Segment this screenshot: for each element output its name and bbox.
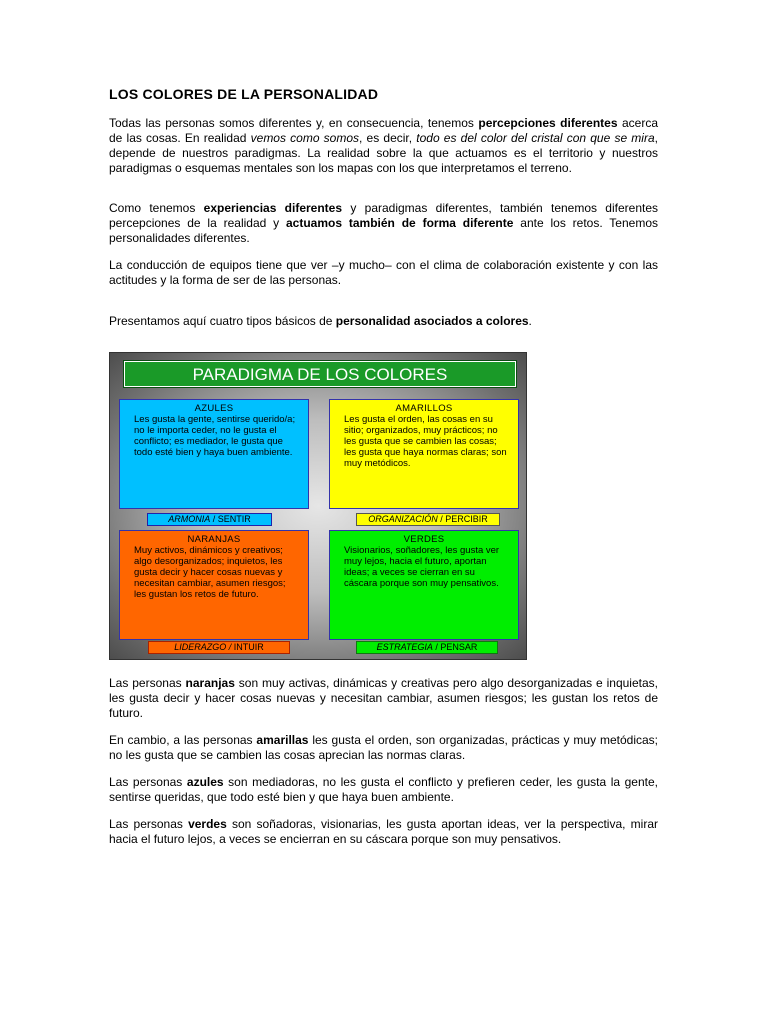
box-amarillos-text: Les gusta el orden, las cosas en su sitio; organizados, muy prácticos; no les gusta que se cambien las cosas; les gusta que haya normas claras; son muy metódicos.	[344, 414, 507, 469]
paragraph-amarillas: En cambio, a las personas amarillas les gusta el orden, son organizadas, prácticas y muy metódicas; no les gusta que se cambien las cosas aprecian las normas claras.	[109, 733, 658, 762]
paragraph-azules: Las personas azules son mediadoras, no les gusta el conflicto y prefieren ceder, les gusta la gente, sentirse queridas, que todo esté bien y que haya buen ambiente.	[109, 775, 658, 804]
diagram-title: PARADIGMA DE LOS COLORES	[124, 361, 516, 387]
paragraph-experiences: Como tenemos experiencias diferentes y paradigmas diferentes, también tenemos diferentes percepciones de la realidad y actuamos también de forma diferente ante los retos. Tenemos personalidades diferentes.	[109, 201, 659, 245]
box-azules	[119, 399, 309, 509]
paragraph-intro: Todas las personas somos diferentes y, en consecuencia, tenemos percepciones diferentes acerca de las cosas. En realidad vemos como somos, es decir, todo es del color del cristal con que se mira, depende de nuestros paradigmas. La realidad sobre la que actuamos es el territorio y nuestros paradigmas o esquemas mentales son los mapas con los que interpretamos el terreno.	[109, 116, 658, 175]
box-azules-heading: AZULES	[194, 403, 234, 414]
tag-liderazgo: LIDERAZGO / INTUIR	[148, 641, 290, 654]
box-naranjas-text: Muy activos, dinámicos y creativos; algo desorganizados; inquietos, les gusta decir y hacer cosas nuevas y necesitan cambiar, asumen riesgos; les gustan los retos de futuro.	[134, 545, 286, 600]
box-azules-text: Les gusta la gente, sentirse querido/a; no le importa ceder, no le gusta el conflicto; es mediador, le gusta que todo esté bien y haya buen ambiente.	[134, 414, 296, 458]
box-naranjas-heading: NARANJAS	[187, 534, 241, 545]
color-paradigm-diagram	[109, 352, 527, 660]
paragraph-naranjas: Las personas naranjas son muy activas, dinámicas y creativas pero algo desorganizadas e inquietas, les gusta decir y hacer cosas nuevas y necesitan cambiar, asumen riesgos; les gustan los retos de futuro.	[109, 676, 658, 720]
page-title: LOS COLORES DE LA PERSONALIDAD	[109, 86, 379, 102]
tag-armonia: ARMONIA / SENTIR	[147, 513, 272, 526]
box-verdes-text: Visionarios, soñadores, les gusta ver muy lejos, hacia el futuro, aportan ideas; a veces se cierran en su cáscara porque son muy pensativos.	[344, 545, 500, 589]
tag-organizacion: ORGANIZACIÓN / PERCIBIR	[356, 513, 500, 526]
box-amarillos-heading: AMARILLOS	[395, 403, 453, 414]
box-verdes	[329, 530, 519, 640]
box-verdes-heading: VERDES	[403, 534, 445, 545]
tag-estrategia: ESTRATEGIA / PENSAR	[356, 641, 498, 654]
paragraph-verdes: Las personas verdes son soñadoras, visionarias, les gusta aportan ideas, ver la perspectiva, mirar hacia el futuro lejos, a veces se encierran en su cáscara porque son muy pensativos.	[109, 817, 658, 846]
paragraph-teams: La conducción de equipos tiene que ver –y mucho– con el clima de colaboración existente y con las actitudes y la forma de ser de las personas.	[109, 258, 658, 287]
box-amarillos	[329, 399, 519, 509]
box-naranjas	[119, 530, 309, 640]
paragraph-presentation: Presentamos aquí cuatro tipos básicos de personalidad asociados a colores.	[109, 314, 532, 328]
